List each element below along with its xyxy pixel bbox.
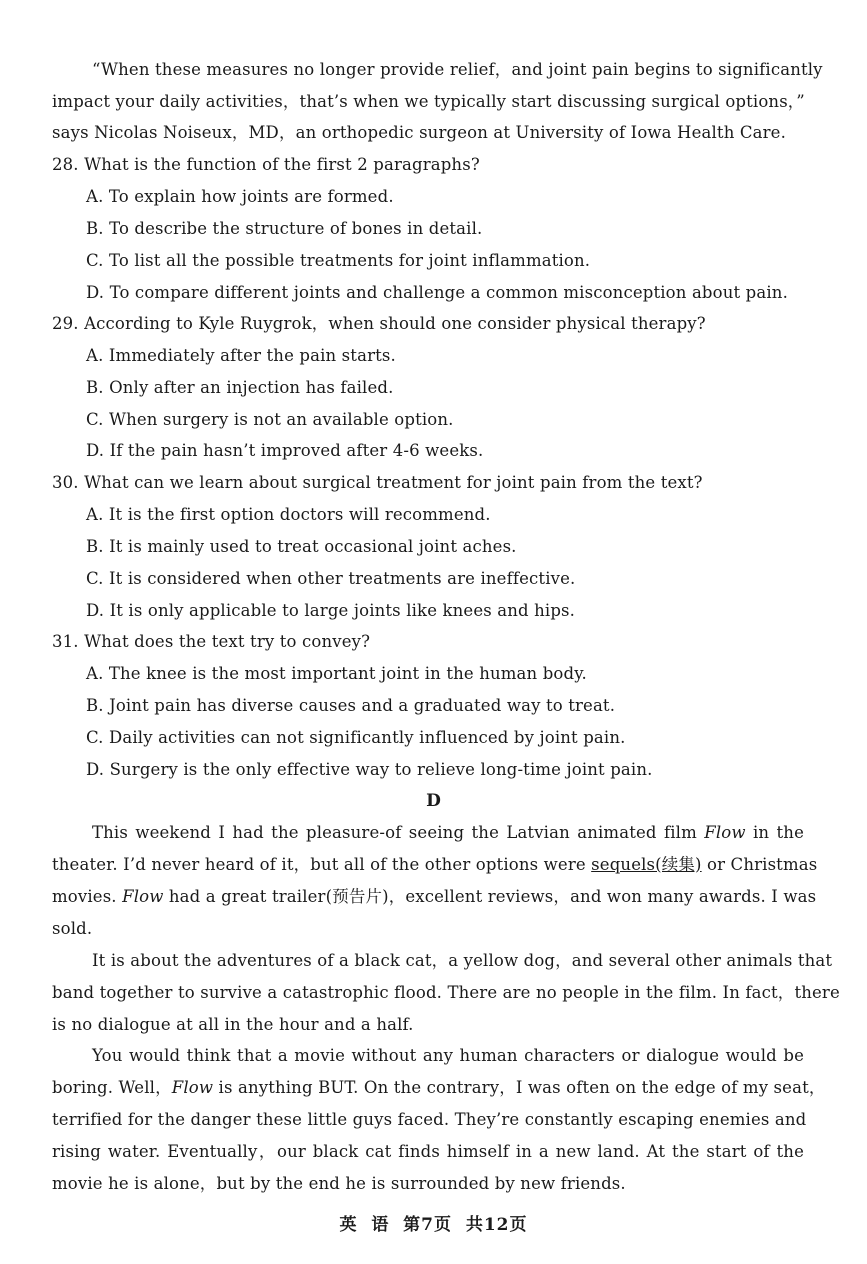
- question-29-option-d: D. If the pain hasn’t improved after 4-6 weeks.: [86, 441, 484, 460]
- film-title: Flow: [122, 887, 164, 906]
- question-28-option-b: B. To describe the structure of bones in detail.: [86, 219, 483, 238]
- text-span: had a great trailer(预告片)，excellent reviews，and won many awards. I was: [163, 887, 817, 906]
- question-29-option-b: B. Only after an injection has failed.: [86, 378, 394, 397]
- paragraph-line: terrified for the danger these little guys faced. They’re constantly escaping enemies and: [52, 1110, 807, 1129]
- text-span: is anything BUT. On the contrary，I was often on the edge of my seat，: [213, 1078, 826, 1097]
- question-31-option-b: B. Joint pain has diverse causes and a graduated way to treat.: [86, 696, 616, 715]
- film-title: Flow: [171, 1078, 214, 1097]
- section-heading: D: [426, 791, 441, 811]
- paragraph-line: [52, 886, 817, 908]
- question-28-option-d: D. To compare different joints and challenge a common misconception about pain.: [86, 283, 788, 302]
- question-31-option-d: D. Surgery is the only effective way to relieve long-time joint pain.: [86, 760, 653, 779]
- passage-line: “When these measures no longer provide relief，and joint pain begins to significantly: [92, 60, 823, 79]
- text-span: This weekend I had the pleasure-of seeing the Latvian animated film: [92, 823, 705, 842]
- page-footer: 英 语 第7页 共12页: [339, 1215, 528, 1235]
- question-30-option-a: A. It is the first option doctors will recommend.: [86, 505, 491, 524]
- question-30-option-b: B. It is mainly used to treat occasional joint aches.: [86, 537, 517, 556]
- question-28-option-a: A. To explain how joints are formed.: [86, 187, 394, 206]
- film-title: Flow: [704, 823, 746, 842]
- paragraph-line: [52, 1077, 826, 1099]
- question-31-stem: 31. What does the text try to convey?: [52, 632, 371, 651]
- question-29-option-a: A. Immediately after the pain starts.: [86, 346, 396, 365]
- text-span: or Christmas: [701, 855, 818, 874]
- paragraph-line: band together to survive a catastrophic flood. There are no people in the film. In fact，there: [52, 983, 840, 1002]
- paragraph-line: You would think that a movie without any human characters or dialogue would be: [92, 1046, 804, 1065]
- text-span: movies.: [52, 887, 123, 906]
- question-31-option-c: C. Daily activities can not significantly influenced by joint pain.: [86, 728, 626, 747]
- question-30-stem: 30. What can we learn about surgical treatment for joint pain from the text?: [52, 473, 703, 492]
- paragraph-line: [92, 822, 804, 844]
- paragraph-line: rising water. Eventually，our black cat finds himself in a new land. At the start of the: [52, 1142, 804, 1161]
- text-span: in the: [745, 823, 804, 842]
- paragraph-line: movie he is alone，but by the end he is surrounded by new friends.: [52, 1174, 626, 1193]
- passage-line: impact your daily activities，that’s when we typically start discussing surgical options，”: [52, 92, 805, 111]
- question-28-option-c: C. To list all the possible treatments for joint inflammation.: [86, 251, 591, 270]
- question-29-stem: 29. According to Kyle Ruygrok，when should one consider physical therapy?: [52, 314, 706, 333]
- question-29-option-c: C. When surgery is not an available option.: [86, 410, 454, 429]
- question-30-option-c: C. It is considered when other treatments are ineffective.: [86, 569, 576, 588]
- text-span: theater. I’d never heard of it，but all of the other options were: [52, 855, 592, 874]
- paragraph-line: [52, 854, 818, 876]
- paragraph-line: It is about the adventures of a black cat，a yellow dog，and several other animals that: [92, 951, 833, 970]
- question-30-option-d: D. It is only applicable to large joints like knees and hips.: [86, 601, 576, 620]
- paragraph-line: is no dialogue at all in the hour and a half.: [52, 1015, 414, 1034]
- paragraph-line: sold.: [52, 919, 93, 938]
- text-span: boring. Well，: [52, 1078, 172, 1097]
- passage-line: says Nicolas Noiseux，MD，an orthopedic surgeon at University of Iowa Health Care.: [52, 123, 786, 142]
- question-31-option-a: A. The knee is the most important joint in the human body.: [86, 664, 587, 683]
- glossed-word: sequels(续集): [591, 855, 702, 874]
- question-28-stem: 28. What is the function of the first 2 paragraphs?: [52, 155, 480, 174]
